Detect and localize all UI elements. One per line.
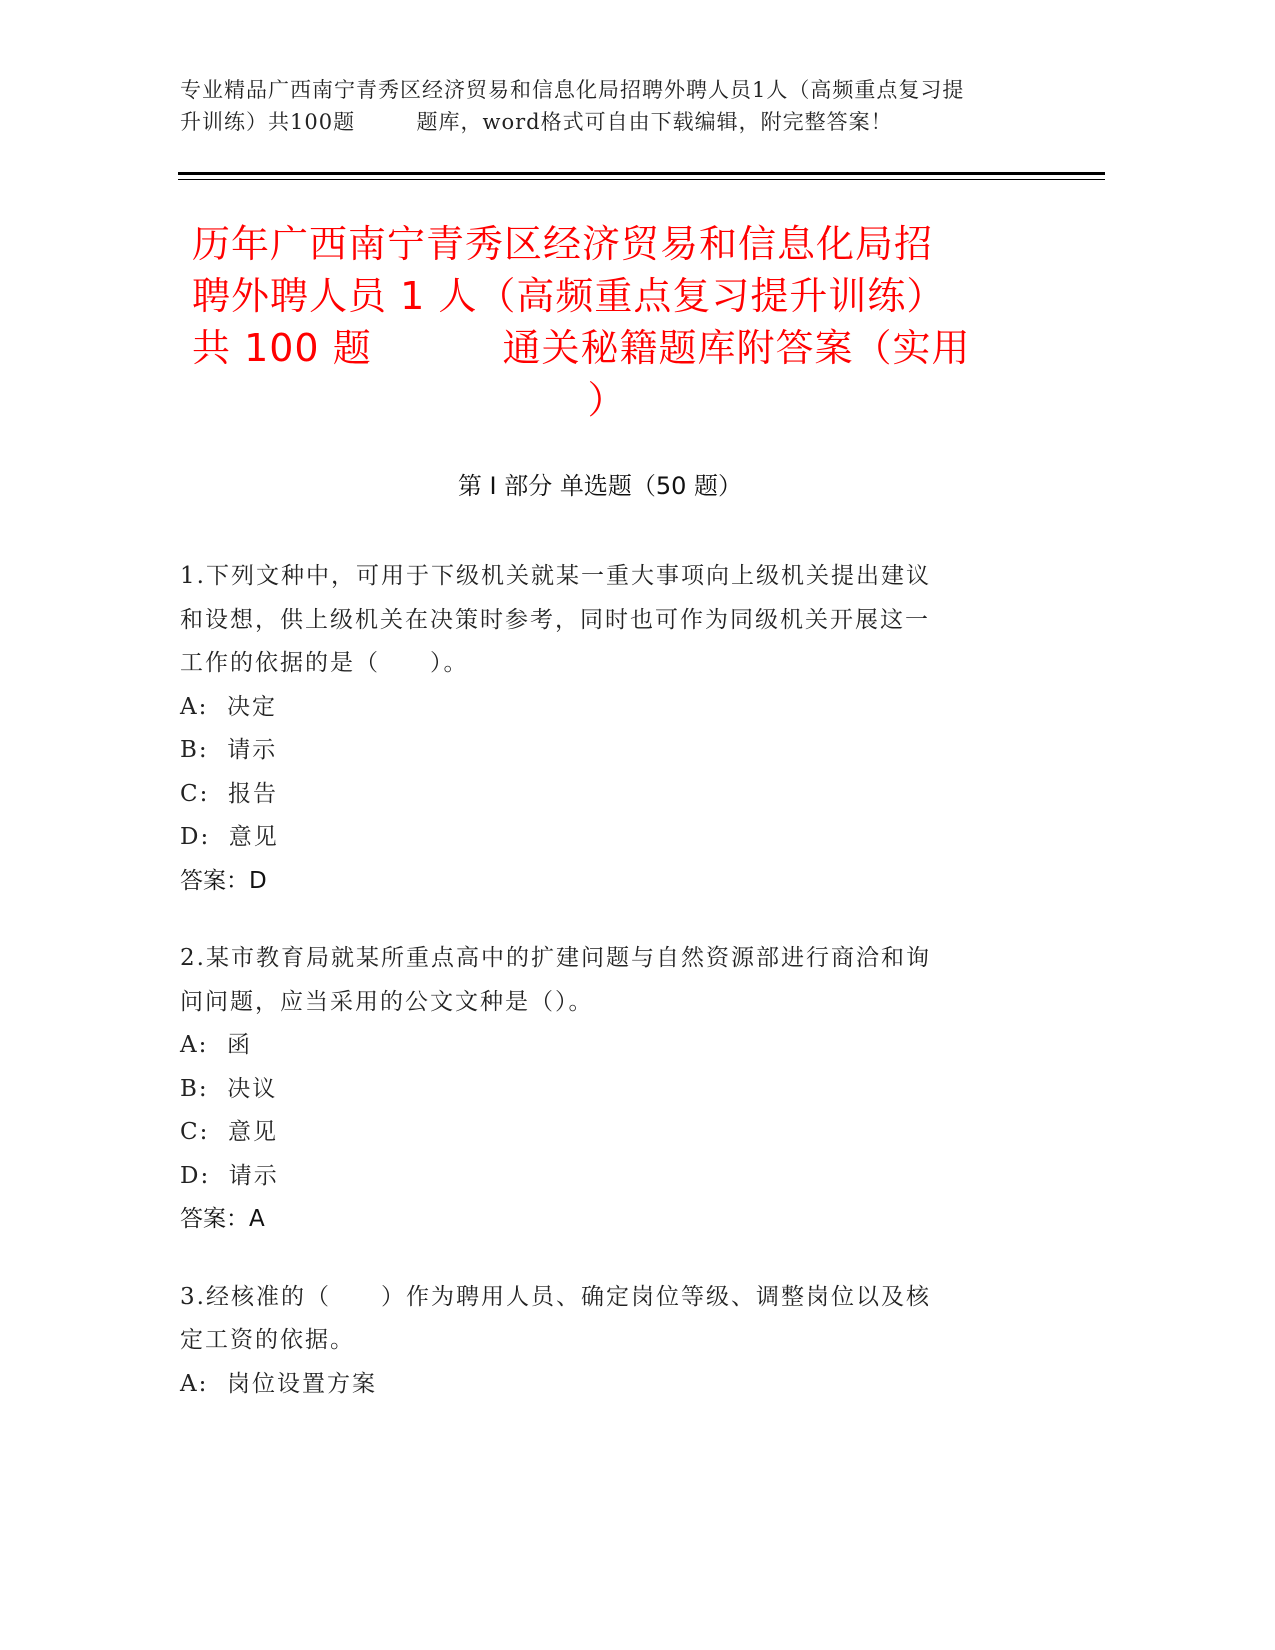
- question-list: [180, 555, 1040, 1440]
- option-c: C: 意见: [180, 1119, 278, 1145]
- option-a: A: 函: [180, 1032, 252, 1058]
- question-text: [180, 555, 1040, 686]
- question-line: 和设想，供上级机关在决策时参考，同时也可作为同级机关开展这一: [180, 606, 930, 633]
- title-line: 历年广西南宁青秀区经济贸易和信息化局招: [192, 222, 934, 266]
- question-line: 定工资的依据。: [180, 1327, 355, 1353]
- answer-text: 答案：D: [180, 867, 267, 894]
- header-rule-thick: [178, 172, 1105, 175]
- title-line: 聘外聘人员 1 人（高频重点复习提升训练）: [192, 274, 946, 318]
- option-a: A: 岗位设置方案: [180, 1370, 377, 1397]
- title-line: 共 100 题 通关秘籍题库附答案（实用: [192, 326, 971, 370]
- page-header: [180, 74, 1060, 138]
- question-line: 1.下列文种中，可用于下级机关就某一重大事项向上级机关提出建议: [180, 563, 931, 589]
- question-line: 3.经核准的（ ）作为聘用人员、确定岗位等级、调整岗位以及核: [180, 1283, 931, 1310]
- question-text: [180, 1276, 1040, 1363]
- document-title: [192, 218, 1022, 426]
- header-line: 升训练）共100题 题库，word格式可自由下载编辑，附完整答案！: [180, 110, 893, 134]
- header-rule-thin: [178, 179, 1105, 180]
- option-d: D: 意见: [180, 824, 279, 850]
- question-line: 2.某市教育局就某所重点高中的扩建问题与自然资源部进行商洽和询: [180, 945, 931, 971]
- header-line: 专业精品广西南宁青秀区经济贸易和信息化局招聘外聘人员1人（高频重点复习提: [180, 78, 965, 102]
- answer-text: 答案：A: [180, 1206, 265, 1232]
- question-item: [180, 1276, 1040, 1407]
- option-b: B: 决议: [180, 1075, 278, 1102]
- question-item: [180, 937, 1040, 1242]
- option-c: C: 报告: [180, 780, 278, 807]
- title-line: ）: [587, 378, 627, 422]
- question-line: 问问题，应当采用的公文文种是（）。: [180, 988, 594, 1015]
- question-item: [180, 555, 1040, 903]
- question-text: [180, 937, 1040, 1024]
- question-line: 工作的依据的是（ ）。: [180, 650, 469, 676]
- option-d: D: 请示: [180, 1162, 279, 1189]
- option-b: B: 请示: [180, 737, 278, 763]
- option-a: A: 决定: [180, 693, 277, 720]
- section-title: 第 I 部分 单选题（50 题）: [457, 472, 743, 500]
